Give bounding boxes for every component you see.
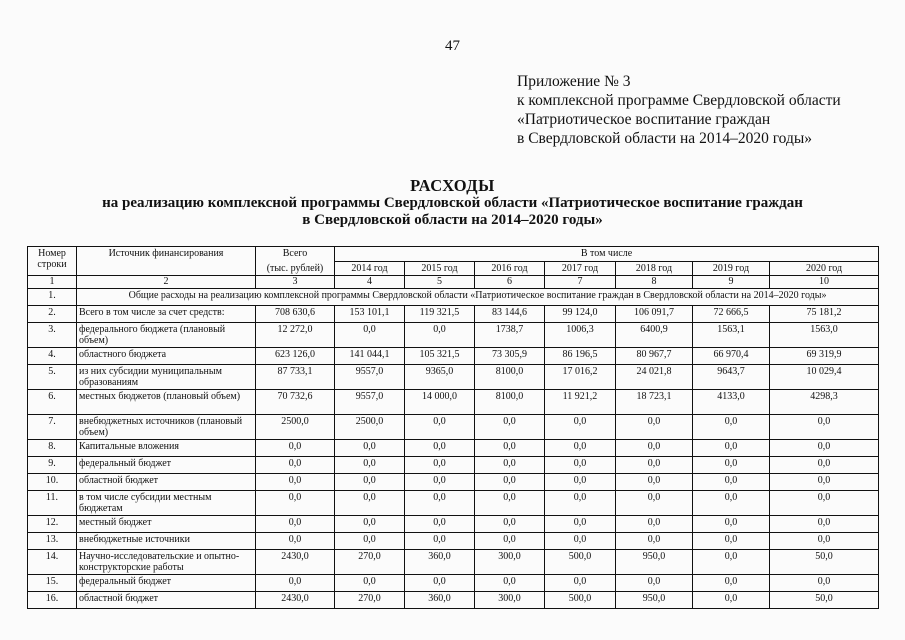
year-value-cell: 0,0	[335, 323, 405, 348]
header-year: 2018 год	[616, 261, 693, 276]
year-value-cell: 0,0	[693, 516, 770, 533]
source-cell: федерального бюджета (плановый объем)	[77, 323, 256, 348]
year-value-cell: 9557,0	[335, 365, 405, 390]
year-value-cell: 950,0	[616, 550, 693, 575]
year-value-cell: 0,0	[545, 533, 616, 550]
table-row	[28, 390, 879, 415]
column-number: 4	[335, 276, 405, 289]
year-value-cell: 105 321,5	[405, 348, 475, 365]
source-cell: местных бюджетов (плановый объем)	[77, 390, 256, 415]
row-number: 13.	[28, 533, 77, 550]
header-total-line-2: (тыс. рублей)	[266, 263, 324, 274]
year-value-cell: 0,0	[693, 457, 770, 474]
column-number: 1	[28, 276, 77, 289]
year-value-cell: 14 000,0	[405, 390, 475, 415]
year-value-cell: 9643,7	[693, 365, 770, 390]
year-value-cell: 0,0	[693, 491, 770, 516]
row-number: 7.	[28, 415, 77, 440]
year-value-cell: 72 666,5	[693, 306, 770, 323]
table-row	[28, 474, 879, 491]
year-value-cell: 0,0	[475, 457, 545, 474]
year-value-cell: 86 196,5	[545, 348, 616, 365]
year-value-cell: 500,0	[545, 592, 616, 609]
table-row	[28, 415, 879, 440]
source-cell: в том числе субсидии местным бюджетам	[77, 491, 256, 516]
year-value-cell: 0,0	[693, 592, 770, 609]
source-cell: местный бюджет	[77, 516, 256, 533]
document-heading	[0, 176, 905, 229]
source-cell: Капитальные вложения	[77, 440, 256, 457]
heading-title: РАСХОДЫ	[410, 176, 495, 195]
year-value-cell: 0,0	[693, 533, 770, 550]
year-value-cell: 4133,0	[693, 390, 770, 415]
total-cell: 623 126,0	[256, 348, 335, 365]
table-row	[28, 550, 879, 575]
total-cell: 2430,0	[256, 550, 335, 575]
table-row	[28, 457, 879, 474]
year-value-cell: 0,0	[693, 550, 770, 575]
column-number: 10	[770, 276, 879, 289]
total-cell: 0,0	[256, 575, 335, 592]
year-value-cell: 0,0	[770, 457, 879, 474]
year-value-cell: 8100,0	[475, 390, 545, 415]
row-number: 6.	[28, 390, 77, 415]
column-number: 5	[405, 276, 475, 289]
year-value-cell: 0,0	[545, 457, 616, 474]
year-value-cell: 50,0	[770, 592, 879, 609]
year-value-cell: 0,0	[770, 491, 879, 516]
year-value-cell: 300,0	[475, 592, 545, 609]
source-cell: внебюджетных источников (плановый объем)	[77, 415, 256, 440]
table-row	[28, 365, 879, 390]
year-value-cell: 0,0	[770, 516, 879, 533]
year-value-cell: 0,0	[770, 440, 879, 457]
year-value-cell: 0,0	[616, 440, 693, 457]
page-number: 47	[445, 38, 460, 54]
header-year: 2020 год	[770, 261, 879, 276]
total-cell: 0,0	[256, 516, 335, 533]
year-value-cell: 6400,9	[616, 323, 693, 348]
heading-line-2: в Свердловской области на 2014–2020 годы»	[302, 212, 603, 228]
year-value-cell: 73 305,9	[475, 348, 545, 365]
year-value-cell: 119 321,5	[405, 306, 475, 323]
year-value-cell: 0,0	[693, 575, 770, 592]
year-value-cell: 0,0	[405, 440, 475, 457]
table-row	[28, 306, 879, 323]
year-value-cell: 0,0	[335, 533, 405, 550]
year-value-cell: 0,0	[335, 440, 405, 457]
year-value-cell: 0,0	[475, 533, 545, 550]
header-row-number: Номер строки	[28, 247, 77, 276]
year-value-cell: 0,0	[335, 491, 405, 516]
appendix-block	[517, 72, 841, 148]
year-value-cell: 0,0	[770, 474, 879, 491]
year-value-cell: 0,0	[545, 415, 616, 440]
year-value-cell: 270,0	[335, 550, 405, 575]
row-number: 2.	[28, 306, 77, 323]
year-value-cell: 0,0	[545, 491, 616, 516]
year-value-cell: 83 144,6	[475, 306, 545, 323]
year-value-cell: 8100,0	[475, 365, 545, 390]
year-value-cell: 0,0	[405, 533, 475, 550]
column-number: 2	[77, 276, 256, 289]
year-value-cell: 0,0	[335, 457, 405, 474]
year-value-cell: 17 016,2	[545, 365, 616, 390]
row-number: 5.	[28, 365, 77, 390]
table-row	[28, 323, 879, 348]
table-row	[28, 289, 879, 306]
year-value-cell: 11 921,2	[545, 390, 616, 415]
row-number: 3.	[28, 323, 77, 348]
source-cell: областной бюджет	[77, 474, 256, 491]
header-source: Источник финансирования	[77, 247, 256, 276]
section-title: Общие расходы на реализацию комплексной программы Свердловской области «Патриотическое воспитание граждан в Свердловской области на 2014–2020 годы»	[77, 289, 879, 306]
row-number: 14.	[28, 550, 77, 575]
year-value-cell: 0,0	[405, 457, 475, 474]
total-cell: 0,0	[256, 474, 335, 491]
year-value-cell: 0,0	[616, 575, 693, 592]
header-year: 2019 год	[693, 261, 770, 276]
total-cell: 2500,0	[256, 415, 335, 440]
column-number: 8	[616, 276, 693, 289]
year-value-cell: 300,0	[475, 550, 545, 575]
year-value-cell: 1563,0	[770, 323, 879, 348]
year-value-cell: 270,0	[335, 592, 405, 609]
year-value-cell: 0,0	[475, 415, 545, 440]
year-value-cell: 10 029,4	[770, 365, 879, 390]
year-value-cell: 9365,0	[405, 365, 475, 390]
total-cell: 0,0	[256, 440, 335, 457]
year-value-cell: 18 723,1	[616, 390, 693, 415]
year-value-cell: 0,0	[616, 457, 693, 474]
row-number: 15.	[28, 575, 77, 592]
source-cell: внебюджетные источники	[77, 533, 256, 550]
header-year: 2015 год	[405, 261, 475, 276]
total-cell: 2430,0	[256, 592, 335, 609]
row-number: 8.	[28, 440, 77, 457]
year-value-cell: 0,0	[770, 533, 879, 550]
appendix-line: Приложение № 3	[517, 73, 631, 90]
table-row	[28, 516, 879, 533]
header-total	[256, 247, 335, 276]
year-value-cell: 0,0	[693, 440, 770, 457]
year-value-cell: 0,0	[475, 491, 545, 516]
row-number: 11.	[28, 491, 77, 516]
year-value-cell: 141 044,1	[335, 348, 405, 365]
year-value-cell: 153 101,1	[335, 306, 405, 323]
source-cell: из них субсидии муниципальным образованиям	[77, 365, 256, 390]
year-value-cell: 0,0	[616, 516, 693, 533]
year-value-cell: 0,0	[616, 491, 693, 516]
table-row	[28, 348, 879, 365]
year-value-cell: 80 967,7	[616, 348, 693, 365]
total-cell: 70 732,6	[256, 390, 335, 415]
year-value-cell: 0,0	[616, 474, 693, 491]
year-value-cell: 0,0	[545, 575, 616, 592]
appendix-line: в Свердловской области на 2014–2020 годы»	[517, 130, 813, 147]
row-number: 9.	[28, 457, 77, 474]
year-value-cell: 0,0	[475, 575, 545, 592]
table-row	[28, 440, 879, 457]
expenditure-table	[27, 246, 879, 609]
table-row	[28, 491, 879, 516]
year-value-cell: 0,0	[545, 440, 616, 457]
total-cell: 87 733,1	[256, 365, 335, 390]
year-value-cell: 950,0	[616, 592, 693, 609]
heading-line-1: на реализацию комплексной программы Свердловской области «Патриотическое воспитание граждан	[102, 195, 803, 211]
total-cell: 0,0	[256, 533, 335, 550]
appendix-line: «Патриотическое воспитание граждан	[517, 111, 771, 128]
year-value-cell: 360,0	[405, 592, 475, 609]
year-value-cell: 66 970,4	[693, 348, 770, 365]
total-cell: 12 272,0	[256, 323, 335, 348]
source-cell: Научно-исследовательские и опытно-конструкторские работы	[77, 550, 256, 575]
column-number: 7	[545, 276, 616, 289]
year-value-cell: 0,0	[335, 575, 405, 592]
source-cell: Всего в том числе за счет средств:	[77, 306, 256, 323]
year-value-cell: 0,0	[693, 415, 770, 440]
year-value-cell: 0,0	[616, 415, 693, 440]
year-value-cell: 0,0	[405, 323, 475, 348]
year-value-cell: 0,0	[475, 516, 545, 533]
source-cell: федеральный бюджет	[77, 457, 256, 474]
year-value-cell: 1006,3	[545, 323, 616, 348]
year-value-cell: 24 021,8	[616, 365, 693, 390]
year-value-cell: 1563,1	[693, 323, 770, 348]
table-row	[28, 575, 879, 592]
total-cell: 708 630,6	[256, 306, 335, 323]
year-value-cell: 0,0	[770, 415, 879, 440]
table-row	[28, 592, 879, 609]
row-number: 10.	[28, 474, 77, 491]
year-value-cell: 0,0	[335, 516, 405, 533]
row-number: 16.	[28, 592, 77, 609]
year-value-cell: 2500,0	[335, 415, 405, 440]
column-number: 9	[693, 276, 770, 289]
year-value-cell: 50,0	[770, 550, 879, 575]
year-value-cell: 0,0	[335, 474, 405, 491]
source-cell: областной бюджет	[77, 592, 256, 609]
year-value-cell: 0,0	[405, 474, 475, 491]
total-cell: 0,0	[256, 457, 335, 474]
year-value-cell: 0,0	[616, 533, 693, 550]
year-value-cell: 360,0	[405, 550, 475, 575]
year-value-cell: 0,0	[693, 474, 770, 491]
year-value-cell: 0,0	[405, 491, 475, 516]
source-cell: областного бюджета	[77, 348, 256, 365]
row-number: 12.	[28, 516, 77, 533]
year-value-cell: 106 091,7	[616, 306, 693, 323]
year-value-cell: 75 181,2	[770, 306, 879, 323]
year-value-cell: 0,0	[545, 516, 616, 533]
year-value-cell: 0,0	[770, 575, 879, 592]
year-value-cell: 0,0	[405, 415, 475, 440]
column-number: 6	[475, 276, 545, 289]
total-cell: 0,0	[256, 491, 335, 516]
year-value-cell: 0,0	[405, 516, 475, 533]
year-value-cell: 500,0	[545, 550, 616, 575]
year-value-cell: 0,0	[405, 575, 475, 592]
table-row	[28, 533, 879, 550]
header-including: В том числе	[335, 247, 879, 262]
source-cell: федеральный бюджет	[77, 575, 256, 592]
year-value-cell: 99 124,0	[545, 306, 616, 323]
header-year: 2017 год	[545, 261, 616, 276]
header-total-line-1: Всего	[282, 248, 308, 259]
year-value-cell: 4298,3	[770, 390, 879, 415]
appendix-line: к комплексной программе Свердловской области	[517, 92, 841, 109]
year-value-cell: 0,0	[545, 474, 616, 491]
row-number: 1.	[28, 289, 77, 306]
row-number: 4.	[28, 348, 77, 365]
year-value-cell: 69 319,9	[770, 348, 879, 365]
year-value-cell: 1738,7	[475, 323, 545, 348]
column-number: 3	[256, 276, 335, 289]
year-value-cell: 0,0	[475, 474, 545, 491]
year-value-cell: 9557,0	[335, 390, 405, 415]
header-year: 2014 год	[335, 261, 405, 276]
year-value-cell: 0,0	[475, 440, 545, 457]
header-year: 2016 год	[475, 261, 545, 276]
